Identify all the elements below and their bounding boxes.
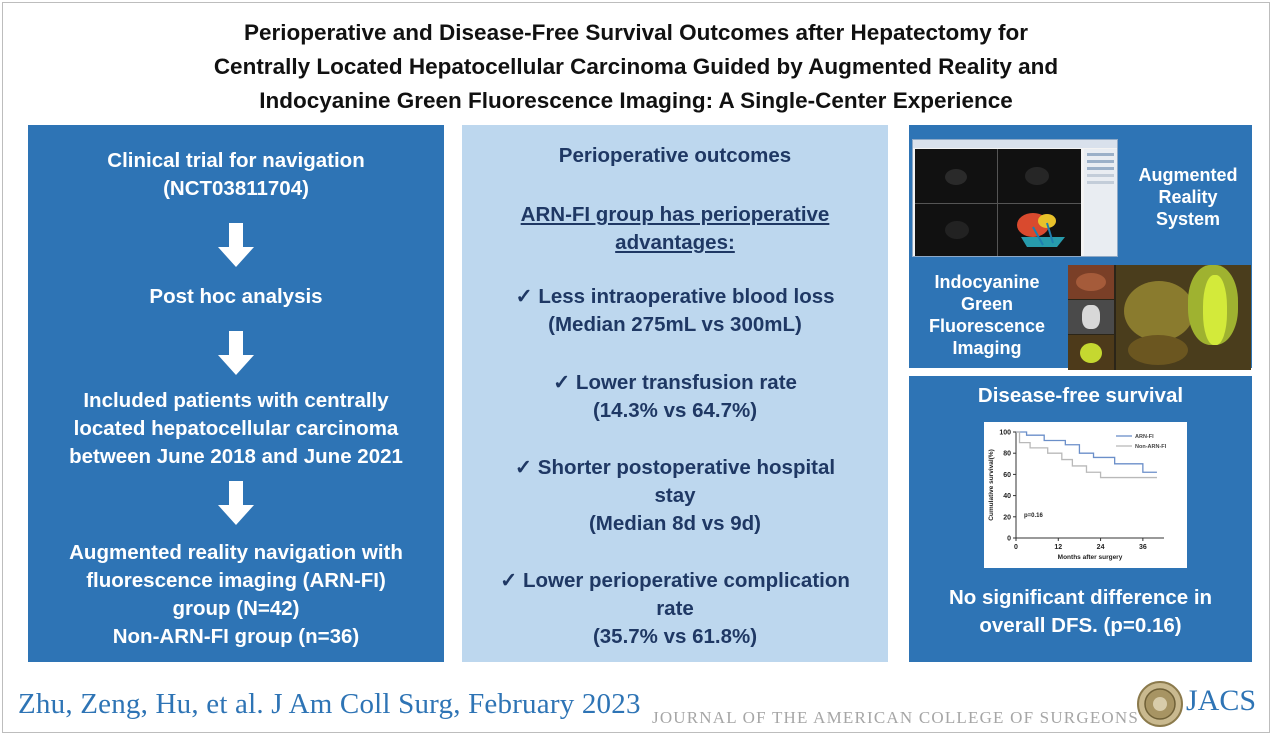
dfs-conclusion xyxy=(909,584,1252,640)
y-tick-label: 60 xyxy=(1003,471,1011,479)
outcome-value: (14.3% vs 64.7%) xyxy=(592,399,758,422)
perioperative-panel xyxy=(462,125,888,662)
perioperative-summary-line: advantages: xyxy=(615,231,735,254)
flow-step-included xyxy=(28,387,444,471)
navigation-system-panel xyxy=(909,125,1252,368)
flow-step-groups-arnfi: group (N=42) xyxy=(172,597,300,620)
icg-fluorescence-photos xyxy=(1068,265,1251,370)
outcome-value: (Median 8d vs 9d) xyxy=(588,512,761,535)
x-tick-label: 36 xyxy=(1138,544,1147,551)
icg-label-line: Imaging xyxy=(952,338,1022,358)
x-tick-label: 24 xyxy=(1096,544,1105,551)
perioperative-summary xyxy=(462,201,888,257)
icg-label-line: Green xyxy=(960,294,1014,314)
flow-step-groups-line: fluorescence imaging (ARN-FI) xyxy=(86,569,386,592)
outcome-label-cont: stay xyxy=(654,484,696,507)
y-tick-label: 100 xyxy=(999,429,1011,437)
citation: Zhu, Zeng, Hu, et al. J Am Coll Surg, February 2023 xyxy=(18,688,641,720)
journal-name-watermark: JOURNAL OF THE AMERICAN COLLEGE OF SURGEONS xyxy=(652,708,1140,727)
down-arrow-icon xyxy=(218,481,254,525)
flow-step-included-line: Included patients with centrally xyxy=(83,389,389,412)
icg-label-line: Indocyanine xyxy=(934,272,1040,292)
down-arrow-icon xyxy=(218,223,254,267)
outcome-label: ✓ Lower transfusion rate xyxy=(553,371,797,394)
flow-step-trial-id: (NCT03811704) xyxy=(163,177,309,200)
outcome-value: (Median 275mL vs 300mL) xyxy=(548,313,802,336)
y-tick-label: 0 xyxy=(1007,535,1011,543)
title-line-1: Perioperative and Disease-Free Survival Outcomes after Hepatectomy for xyxy=(243,20,1029,45)
flow-step-groups-line: Augmented reality navigation with xyxy=(69,541,403,564)
title-line-2: Centrally Located Hepatocellular Carcinoma Guided by Augmented Reality and xyxy=(213,54,1059,79)
outcome-hospital-stay xyxy=(462,454,888,538)
ar-system-label-line: Reality xyxy=(1158,187,1218,207)
dfs-conclusion-line: overall DFS. (p=0.16) xyxy=(979,614,1182,637)
flow-step-included-line: between June 2018 and June 2021 xyxy=(69,445,403,468)
ar-system-label xyxy=(1125,164,1251,230)
title-line-3: Indocyanine Green Fluorescence Imaging: A Single-Center Experience xyxy=(259,88,1013,113)
flow-step-trial xyxy=(28,147,444,203)
icg-label xyxy=(909,271,1065,359)
legend-label: ARN-FI xyxy=(1135,434,1154,440)
dfs-chart-container xyxy=(984,422,1187,568)
y-tick-label: 40 xyxy=(1003,493,1011,501)
legend-label: Non-ARN-FI xyxy=(1135,444,1167,450)
ar-system-label-line: Augmented xyxy=(1138,165,1238,185)
outcome-complication xyxy=(462,567,888,651)
down-arrow-icon xyxy=(218,331,254,375)
flow-step-posthoc: Post hoc analysis xyxy=(149,285,323,308)
outcome-label: ✓ Lower perioperative complication xyxy=(500,569,850,592)
flow-step-groups-non-arnfi: Non-ARN-FI group (n=36) xyxy=(112,625,360,648)
outcome-label-cont: rate xyxy=(656,597,694,620)
outcome-label: ✓ Less intraoperative blood loss xyxy=(515,285,835,308)
flow-step-groups xyxy=(28,539,444,651)
x-axis-label: Months after surgery xyxy=(1057,554,1123,561)
acs-seal-icon xyxy=(1136,680,1184,728)
liver-3d-model-icon xyxy=(1013,207,1073,253)
y-tick-label: 20 xyxy=(1003,514,1011,522)
page-title xyxy=(0,16,1272,118)
p-value-annotation: p=0.16 xyxy=(1024,512,1043,519)
x-tick-label: 0 xyxy=(1014,544,1018,551)
ar-system-label-line: System xyxy=(1155,209,1221,229)
icg-label-line: Fluorescence xyxy=(928,316,1046,336)
flow-step-trial-line: Clinical trial for navigation xyxy=(107,149,365,172)
dfs-panel xyxy=(909,376,1252,662)
dfs-heading: Disease-free survival xyxy=(977,384,1184,407)
ar-software-screenshot xyxy=(912,139,1118,257)
outcome-label: ✓ Shorter postoperative hospital xyxy=(514,456,836,479)
km-survival-chart xyxy=(984,422,1187,568)
outcome-transfusion xyxy=(462,369,888,425)
outcome-value: (35.7% vs 61.8%) xyxy=(592,625,758,648)
x-tick-label: 12 xyxy=(1054,544,1063,551)
y-axis-label: Cumulative survival(%) xyxy=(988,449,995,521)
journal-logo-text: JACS xyxy=(1186,684,1257,717)
outcome-blood-loss xyxy=(462,283,888,339)
perioperative-heading: Perioperative outcomes xyxy=(558,144,792,167)
dfs-conclusion-line: No significant difference in xyxy=(948,586,1213,609)
study-flow-panel xyxy=(28,125,444,662)
y-tick-label: 80 xyxy=(1003,450,1011,458)
flow-step-included-line: located hepatocellular carcinoma xyxy=(73,417,399,440)
perioperative-summary-line: ARN-FI group has perioperative xyxy=(520,203,830,226)
